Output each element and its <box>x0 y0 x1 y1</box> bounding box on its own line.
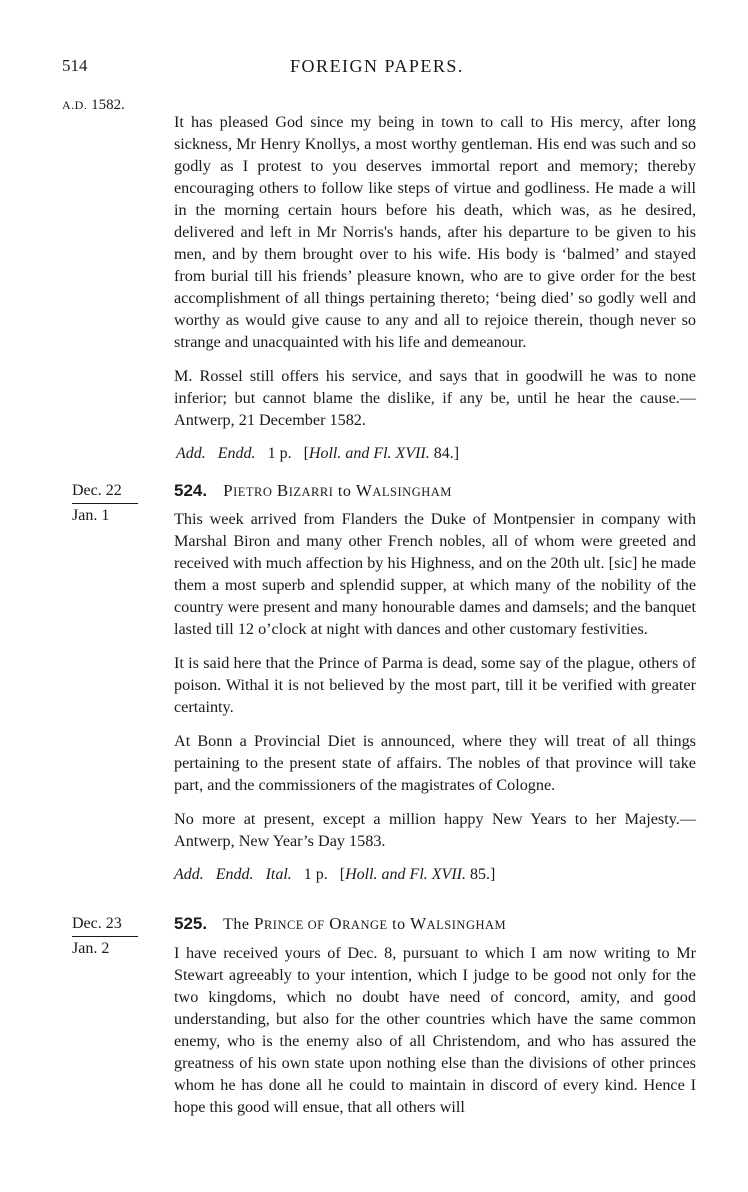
item-title: The PRINCE OF ORANGE to WALSINGHAM <box>223 914 507 933</box>
endorse-endd: Endd. <box>217 445 256 462</box>
paragraph: M. Rossel still offers his service, and says that in goodwill he was to none inferior; but cannot blame the dislike, if any be, until he hear the cause.—Antwerp, 21 December 1582. <box>174 367 696 429</box>
item-524-heading <box>174 481 452 501</box>
endorse-pages: 1 p. <box>267 445 292 462</box>
endorsement: Add. Endd. Ital. 1 p. [Holl. and Fl. XVII. 85.] <box>174 866 496 883</box>
endorsement: Add. Endd. 1 p. [Holl. and Fl. XVII. 84.] <box>176 445 460 462</box>
date-525 <box>72 913 138 960</box>
item-524-body <box>174 508 696 886</box>
endorse-add: Add. <box>174 866 204 883</box>
endorse-ital: Ital. <box>265 866 292 883</box>
letter-523-body <box>174 111 696 465</box>
year-value: 1582. <box>91 97 125 113</box>
margin-year <box>62 95 125 115</box>
paragraph: It is said here that the Prince of Parma is dead, some say of the plague, others of poison. Withal it is not believed by the most part, till it be verified with greater certainty. <box>174 654 696 716</box>
endorse-ref-num: 85. <box>469 866 490 883</box>
paragraph: It has pleased God since my being in town to call to His mercy, after long sickness, Mr Henry Knollys, a most worthy gentleman. His end was such and so godly as I protest to you deserves immortal report and memory; thereby encouraging others to follow like steps of virtue and godliness. He made a will in the morning certain hours before his death, which was, as he desired, delivered and left in Mr Norris's hands, after his departure to be given to his men, and by them brought over to his wife. His body is ‘balmed’ and stayed from burial till his friends’ pleasure known, who are to give order for the best accomplishment of all things pertaining thereto; ‘being died’ so godly well and worthy as would give cause to any and all to rejoice therein, though never so strange and unacquainted with his life and demeanour. <box>174 113 696 351</box>
endorse-pages: 1 p. <box>303 866 328 883</box>
date-524 <box>72 480 138 527</box>
endorse-endd: Endd. <box>215 866 254 883</box>
item-number: 525. <box>174 914 208 933</box>
item-title: PIETRO BIZARRI to WALSINGHAM <box>223 481 452 500</box>
date-old: Dec. 22 <box>72 480 138 504</box>
running-title: FOREIGN PAPERS. <box>290 56 464 76</box>
paragraph: At Bonn a Provincial Diet is announced, where they will treat of all things pertaining to the present state of affairs. The nobles of that province will take part, and the commissioners of the magistrates of Cologne. <box>174 732 696 794</box>
endorse-add: Add. <box>176 445 206 462</box>
item-number: 524. <box>174 481 208 500</box>
endorse-ref: Holl. and Fl. XVII. <box>308 445 430 462</box>
page-number: 514 <box>62 56 88 75</box>
date-new: Jan. 1 <box>72 507 110 524</box>
year-prefix: A.D. <box>62 98 88 112</box>
date-old: Dec. 23 <box>72 913 138 937</box>
item-525-body <box>174 942 696 1118</box>
paragraph: I have received yours of Dec. 8, pursuant to which I am now writing to Mr Stewart agreeably to your intention, which I judge to be good not only for the two kingdoms, which no doubt have need of concord, amity, and good understanding, but also for the other countries which have the same common enemy, who is the enemy also of all Christendom, and who has assured the greatness of his own state upon nothing else than the divisions of other princes whom he has done all he could to maintain in discord of every kind. Hence I hope this good will ensue, that all others will <box>174 944 696 1116</box>
date-new: Jan. 2 <box>72 940 110 957</box>
paragraph: This week arrived from Flanders the Duke of Montpensier in company with Marshal Biron and many other French nobles, all of whom were greeted and received with much affection by his Highness, and on the 20th ult. [sic] he made them a most superb and splendid supper, at which many of the nobility of the country were present and many honourable dames and damsels; and the banquet lasted till 12 o’clock at night with dances and other customary festivities. <box>174 510 696 638</box>
item-525-heading <box>174 914 506 934</box>
page-header <box>62 56 692 80</box>
endorse-ref: Holl. and Fl. XVII. <box>345 866 466 883</box>
paragraph: No more at present, except a million happy New Years to her Majesty.—Antwerp, New Year’s Day 1583. <box>174 810 696 850</box>
endorse-ref-num: 84. <box>433 445 454 462</box>
